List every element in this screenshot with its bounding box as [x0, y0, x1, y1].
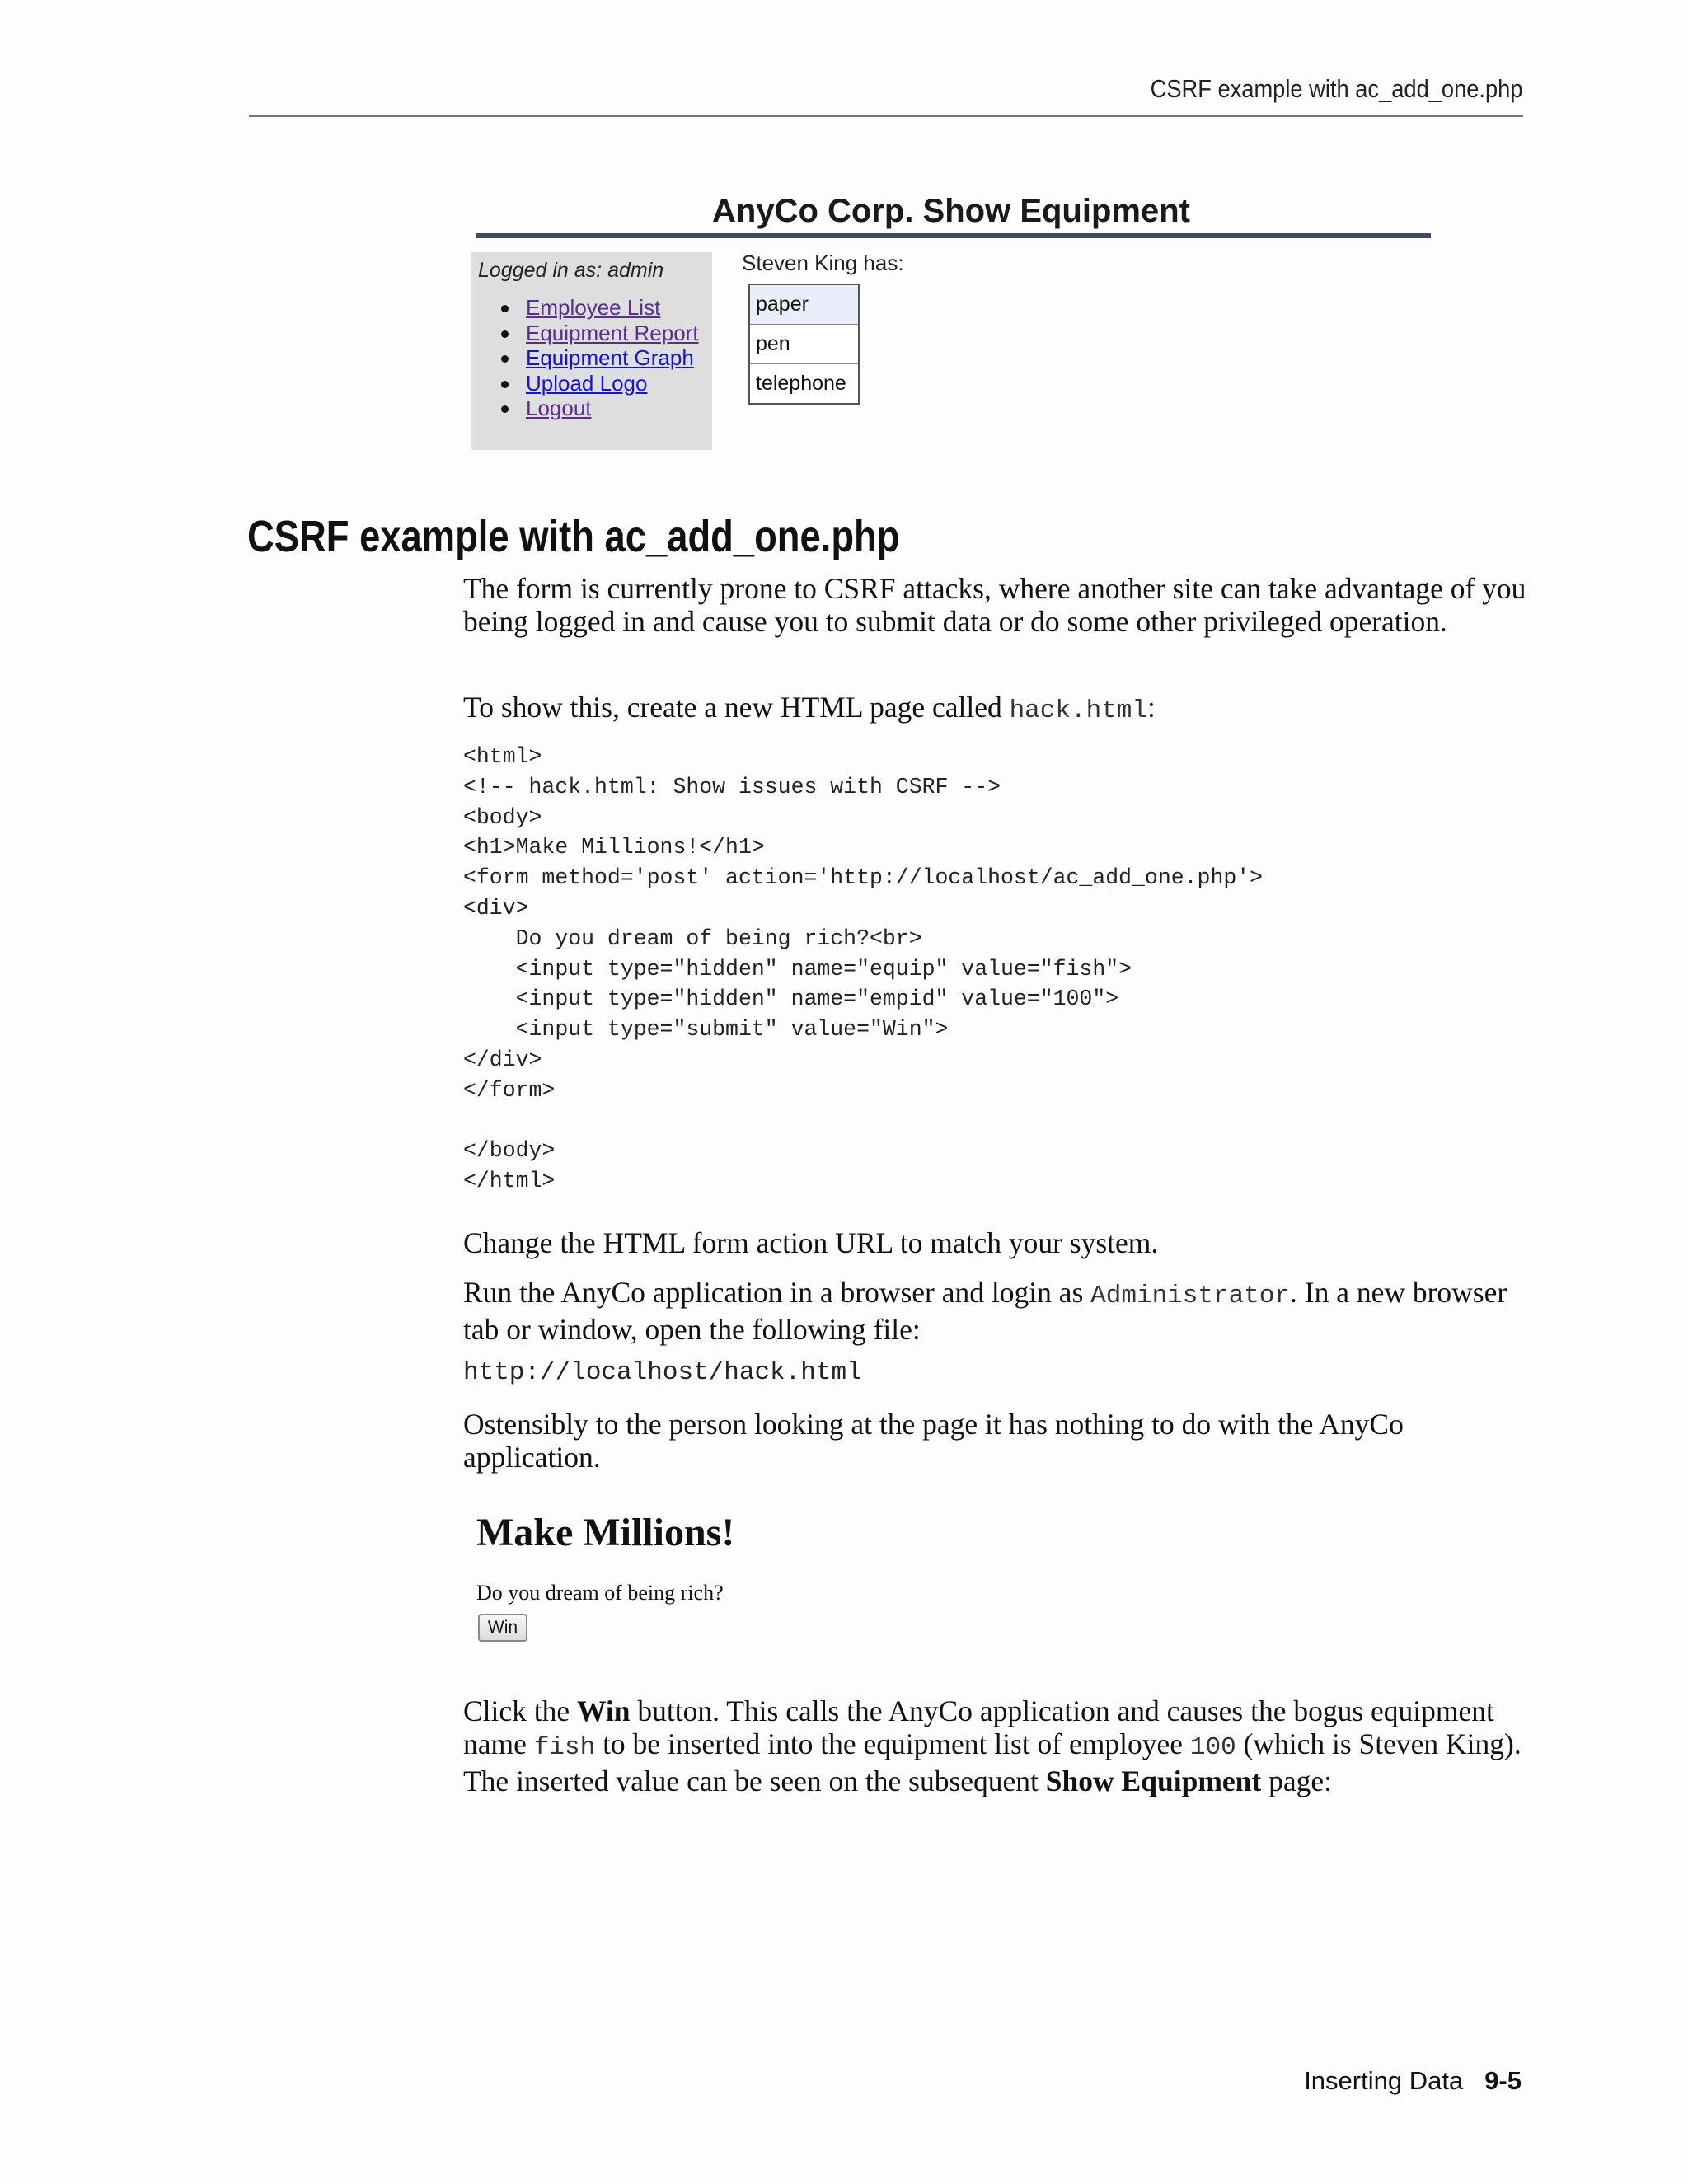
- title-underline: [476, 233, 1431, 238]
- sidebar-item-employee-list: [471, 295, 699, 321]
- sidebar-item-logout: [471, 396, 699, 421]
- intro-text: The form is currently prone to CSRF attacks, where another site can take advantage of you being logged in and cause you to submit data or do some other privileged operation.: [463, 572, 1526, 638]
- empid-code: 100: [1189, 1733, 1236, 1762]
- logout-link[interactable]: Logout: [526, 396, 592, 420]
- sidebar-item-equipment-graph: [471, 345, 699, 371]
- header-rule: [249, 115, 1523, 117]
- equipment-table: [748, 284, 860, 405]
- page-footer: [1304, 2066, 1522, 2096]
- click-text-3: to be inserted into the equipment list of employee: [595, 1727, 1190, 1760]
- create-text: To show this, create a new HTML page called: [463, 691, 1010, 724]
- click-text: Click the: [463, 1694, 578, 1727]
- change-url-paragraph: [463, 1226, 1526, 1259]
- table-row: paper: [750, 285, 858, 325]
- table-row: pen: [750, 325, 858, 364]
- click-text-4: (which is Steven King). The inserted value can be seen on the subsequent: [463, 1727, 1522, 1797]
- hack-url: http://localhost/hack.html: [463, 1358, 862, 1387]
- app-title: AnyCo Corp. Show Equipment: [712, 193, 1190, 229]
- running-header: CSRF example with ac_add_one.php: [1151, 74, 1523, 103]
- run-app-suffix: . In a new browser tab or window, open the following file:: [463, 1276, 1507, 1346]
- employee-list-link[interactable]: Employee List: [526, 295, 661, 320]
- show-equipment-bold: Show Equipment: [1045, 1765, 1262, 1797]
- chapter-name: Inserting Data: [1304, 2066, 1464, 2095]
- ostensibly-text: Ostensibly to the person looking at the page it has nothing to do with the AnyCo application.: [463, 1408, 1404, 1474]
- equipment-report-link[interactable]: Equipment Report: [526, 320, 699, 345]
- win-button[interactable]: Win: [478, 1614, 528, 1642]
- upload-logo-link[interactable]: Upload Logo: [526, 370, 648, 396]
- code-listing: <html> <!-- hack.html: Show issues with CSRF --> <body> <h1>Make Millions!</h1> <form method='post' action='http://localhost/ac_add_one.php'> <div> Do you dream of being rich?<br> <input type="hidden" name="equip" value="fish"> <input type="hidden" name="empid" value="100"> <input type="submit" value="Win"> </div> </form> </body> </html>: [463, 744, 1264, 1194]
- click-text-5: page:: [1261, 1765, 1332, 1797]
- run-app-paragraph: [463, 1276, 1526, 1346]
- filename-code: hack.html: [1009, 696, 1148, 725]
- show-equipment-screenshot: [471, 188, 1434, 460]
- win-bold: Win: [577, 1694, 631, 1727]
- intro-paragraph: [463, 572, 1526, 638]
- make-millions-screenshot: [471, 1498, 752, 1655]
- rich-question: Do you dream of being rich?: [476, 1581, 724, 1605]
- create-suffix: :: [1147, 691, 1156, 724]
- click-text-2: button. This calls the AnyCo application and causes the bogus equipment name: [463, 1694, 1494, 1760]
- section-heading: CSRF example with ac_add_one.php: [247, 512, 900, 561]
- sidebar-item-equipment-report: [471, 321, 699, 346]
- equipment-graph-link[interactable]: Equipment Graph: [526, 345, 694, 370]
- create-page-paragraph: [463, 691, 1526, 728]
- ostensibly-paragraph: [463, 1408, 1526, 1474]
- fish-code: fish: [533, 1733, 596, 1762]
- click-win-paragraph: [463, 1694, 1526, 1797]
- sidebar-item-upload-logo: [471, 371, 699, 396]
- equipment-owner-label: Steven King has:: [742, 251, 904, 275]
- admin-code: Administrator: [1090, 1282, 1290, 1310]
- make-millions-heading: Make Millions!: [476, 1511, 735, 1554]
- run-app-text: Run the AnyCo application in a browser and login as: [463, 1276, 1091, 1309]
- sidebar: [471, 252, 712, 450]
- login-status: Logged in as: admin: [478, 259, 664, 282]
- page-number: 9-5: [1484, 2066, 1522, 2095]
- change-url-text: Change the HTML form action URL to match your system.: [463, 1226, 1159, 1259]
- sidebar-menu: [471, 295, 699, 421]
- table-row: telephone: [750, 364, 858, 403]
